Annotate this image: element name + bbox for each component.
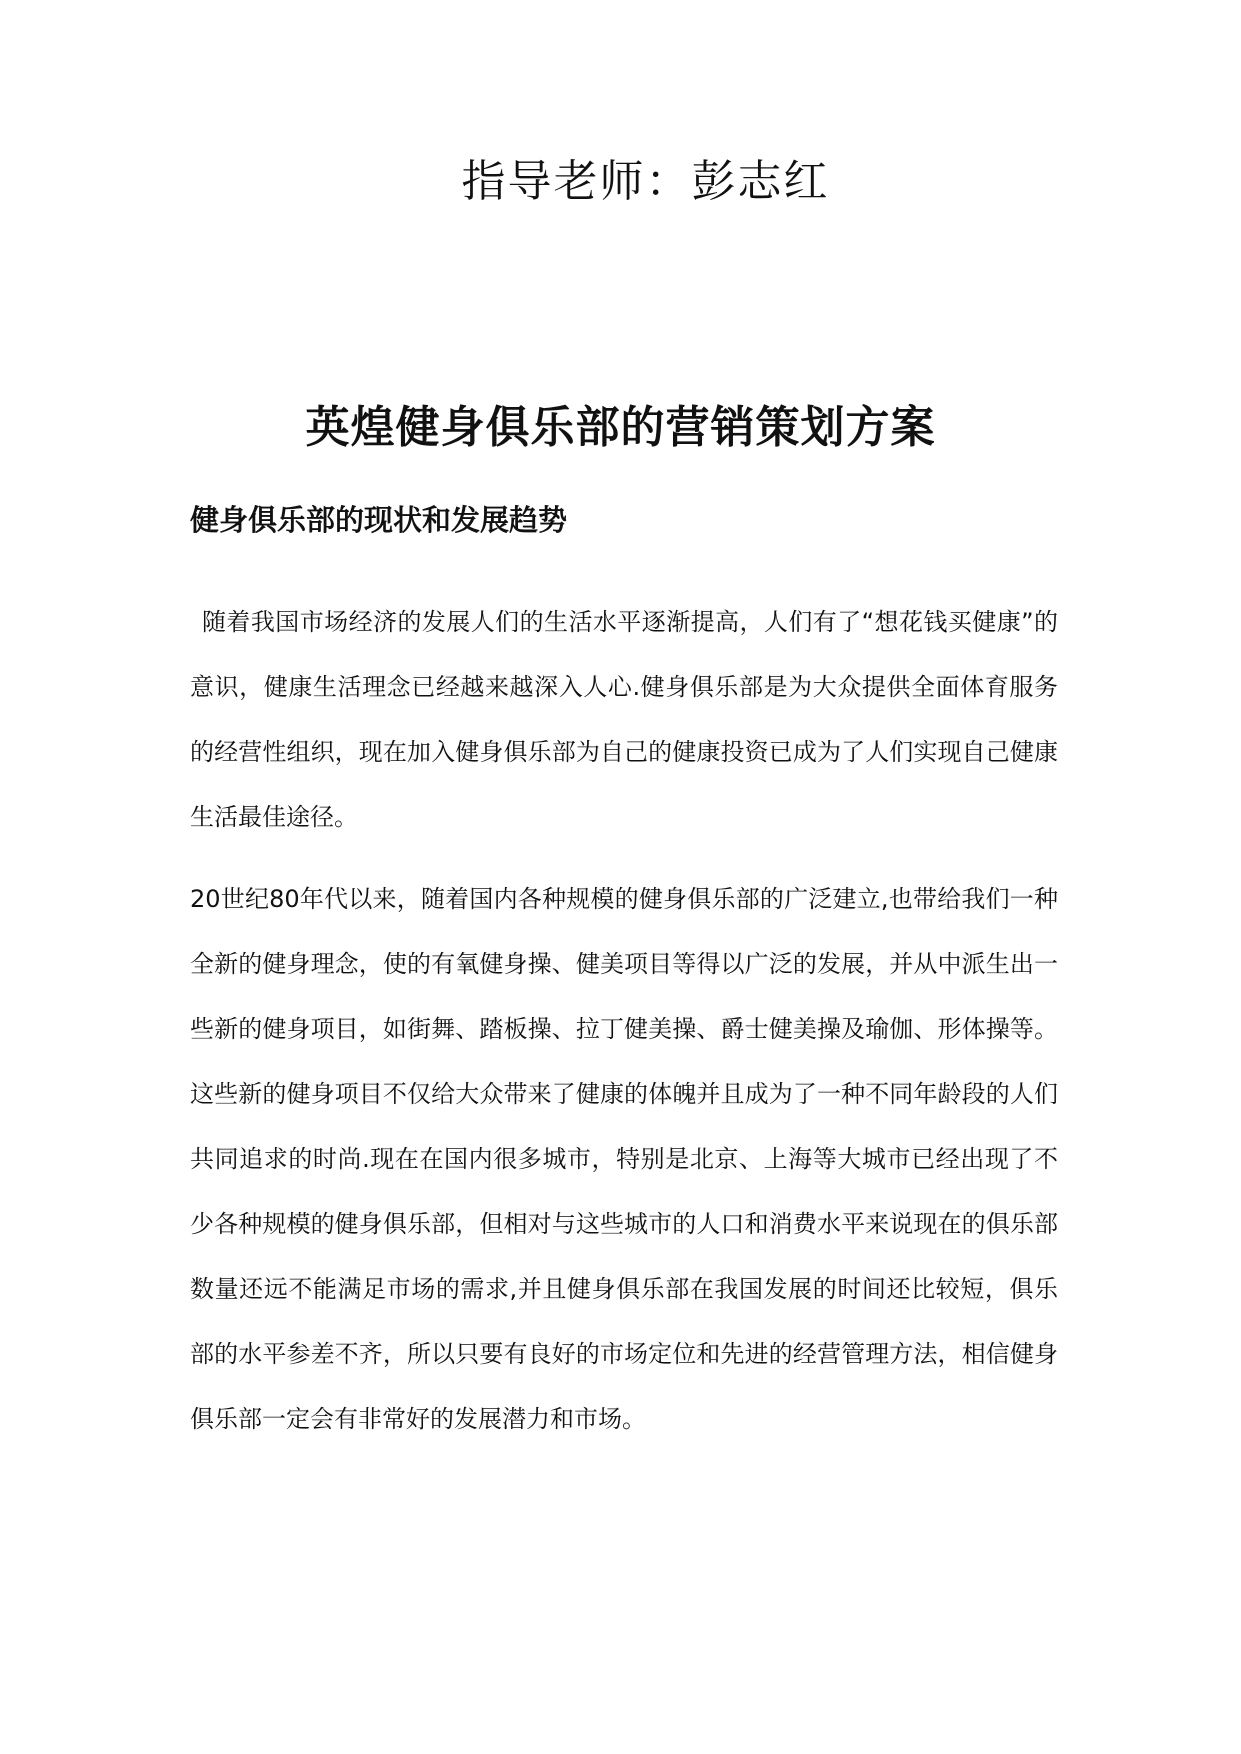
section-heading: 健身俱乐部的现状和发展趋势: [190, 503, 568, 537]
paragraph-text: 20世纪80年代以来，随着国内各种规模的健身俱乐部的广泛建立,也带给我们一种全新的健身理念，使的有氧健身操、健美项目等得以广泛的发展，并从中派生出一些新的健身项目，如街舞、踏板操、拉丁健美操、爵士健美操及瑜伽、形体操等。这些新的健身项目不仅给大众带来了健康的体魄并且成为了一种不同年龄段的人们共同追求的时尚.现在在国内很多城市，特别是北京、上海等大城市已经出现了不少各种规模的健身俱乐部，但相对与这些城市的人口和消费水平来说现在的俱乐部数量还远不能满足市场的需求,并且健身俱乐部在我国发展的时间还比较短，俱乐部的水平参差不齐，所以只要有良好的市场定位和先进的经营管理方法，相信健身俱乐部一定会有非常好的发展潜力和市场。: [190, 885, 1058, 1433]
advisor-line: 指导老师：彭志红: [461, 156, 830, 207]
document-title: 英煌健身俱乐部的营销策划方案: [305, 402, 936, 453]
paragraph-2: [190, 867, 1058, 1452]
paragraph-text: 随着我国市场经济的发展人们的生活水平逐渐提高，人们有了“想花钱买健康”的意识，健康生活理念已经越来越深入人心.健身俱乐部是为大众提供全面体育服务的经营性组织，现在加入健身俱乐部为自己的健康投资已成为了人们实现自己健康生活最佳途径。: [190, 608, 1058, 831]
paragraph-1: [190, 590, 1058, 850]
